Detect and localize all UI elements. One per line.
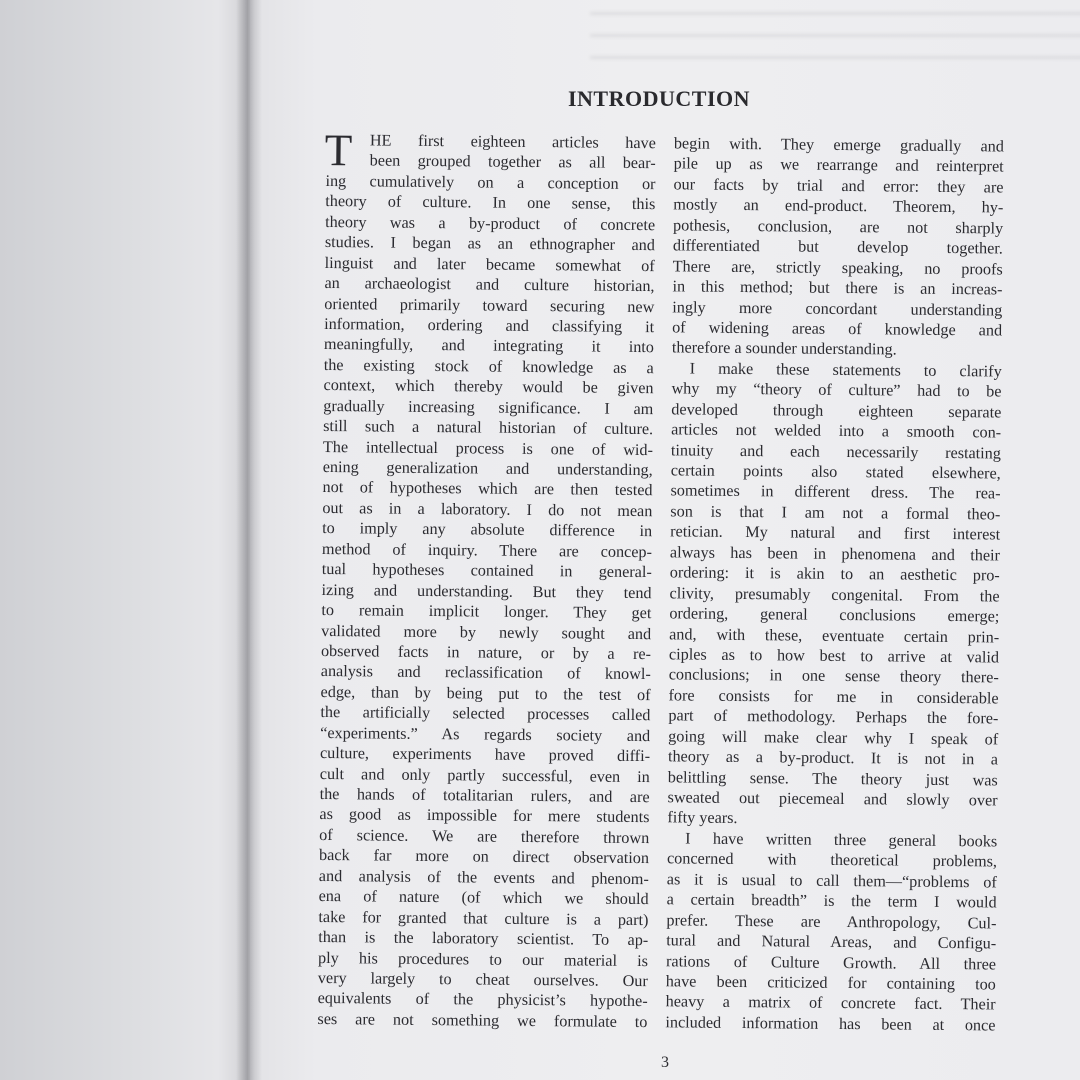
- text-line: of science. We are therefore thrown: [319, 825, 650, 848]
- text-line: therefore a sounder understanding.: [671, 338, 897, 359]
- text-line: HE first eighteen articles have: [369, 131, 656, 153]
- text-line: ses are not something we formulate to: [317, 1009, 648, 1031]
- text-line: izing and understanding. But they tend: [321, 580, 652, 602]
- text-line: culture, experiments have proved diffi-: [319, 744, 651, 766]
- text-line: conclusions; in one sense theory there-: [668, 665, 999, 687]
- text-line: been grouped together as all bear-: [369, 151, 656, 173]
- text-line: why my “theory of culture” had to be: [671, 379, 1002, 401]
- text-line: sometimes in different dress. The rea-: [670, 481, 1001, 503]
- text-line: and, with these, eventuate certain prin-: [669, 624, 1000, 646]
- text-line: heavy a matrix of concrete fact. Their: [665, 992, 996, 1014]
- text-line: information, ordering and classifying it: [324, 314, 655, 337]
- text-line: take for granted that culture is a part): [318, 907, 649, 929]
- text-line: pothesis, conclusion, are not sharply: [673, 216, 1004, 238]
- text-line: theory as a by-product. It is not in a: [667, 747, 999, 769]
- text-line: ply his procedures to our material is: [317, 948, 649, 970]
- text-line: ciples as to how best to arrive at valid: [668, 645, 1000, 667]
- text-line: of widening areas of knowledge and: [672, 318, 1003, 340]
- text-line: “experiments.” As regards society and: [320, 723, 651, 745]
- text-line: as good as impossible for mere students: [319, 805, 650, 827]
- text-line: have been criticized for containing too: [665, 972, 996, 994]
- text-line: theory was a by-product of concrete: [325, 212, 656, 234]
- text-line: theory of culture. In one sense, this: [325, 192, 656, 214]
- text-line: method of inquiry. There are concep-: [321, 539, 653, 561]
- text-line: meaningfully, and integrating it into: [323, 335, 655, 357]
- text-line: back far more on direct observation: [318, 846, 650, 868]
- text-line: I make these statements to clarify: [689, 359, 1002, 381]
- text-line: in this method; but there is an increas-: [672, 277, 1003, 299]
- text-line: tual hypotheses contained in general-: [321, 560, 652, 582]
- show-through-text: [590, 0, 1080, 70]
- text-line: developed through eighteen separate: [671, 400, 1002, 422]
- text-line: rations of Culture Growth. All three: [665, 951, 997, 973]
- text-line: very largely to cheat ourselves. Our: [317, 968, 648, 991]
- text-line: belittling sense. The theory just was: [667, 767, 998, 790]
- text-line: out as in a laboratory. I do not mean: [322, 498, 653, 521]
- text-line: ordering: it is akin to an aesthetic pro-: [669, 563, 1000, 585]
- text-line: ing cumulatively on a conception or: [325, 171, 656, 194]
- text-line: an archaeologist and culture historian,: [324, 274, 655, 296]
- text-line: to remain implicit longer. They get: [321, 601, 652, 623]
- text-line: always has been in phenomena and their: [669, 543, 1001, 565]
- text-line: ena of nature (of which we should: [318, 887, 649, 909]
- text-line: going will make clear why I speak of: [668, 727, 999, 749]
- text-line: son is that I am not a formal theo-: [670, 502, 1001, 524]
- text-line: equivalents of the physicist’s hypothe-: [317, 989, 648, 1011]
- text-line: a certain breadth” is the term I would: [666, 890, 997, 912]
- text-line: concerned with theoretical problems,: [666, 849, 998, 871]
- text-line: validated more by newly sought and: [321, 621, 652, 643]
- text-line: tinuity and each necessarily restating: [670, 440, 1002, 463]
- text-line: the existing stock of knowledge as a: [323, 355, 654, 377]
- text-line: observed facts in nature, or by a re-: [320, 641, 652, 664]
- text-line: gradually increasing significance. I am: [323, 396, 654, 418]
- page-number: 3: [661, 1054, 669, 1071]
- text-line: certain points also stated elsewhere,: [670, 461, 1001, 483]
- text-line: retician. My natural and first interest: [670, 522, 1001, 544]
- text-line: still such a natural historian of culture.: [323, 417, 654, 439]
- text-line: articles not welded into a smooth con-: [671, 420, 1002, 442]
- text-line: The intellectual process is one of wid-: [322, 437, 654, 459]
- text-line: clivity, presumably congenital. From the: [669, 583, 1000, 606]
- text-line: sweated out piecemeal and slowly over: [667, 788, 998, 810]
- text-line: I have written three general books: [685, 829, 998, 851]
- text-line: ening generalization and understanding,: [322, 457, 653, 480]
- text-line: oriented primarily toward securing new: [324, 294, 655, 316]
- text-line: mostly an end-product. Theorem, hy-: [673, 195, 1004, 217]
- text-line: and analysis of the events and phenom-: [318, 866, 649, 888]
- facing-page: [0, 0, 248, 1080]
- text-line: studies. I began as an ethnographer and: [324, 233, 655, 255]
- text-line: There are, strictly speaking, no proofs: [672, 256, 1003, 279]
- drop-cap: T: [324, 124, 353, 176]
- book-gutter: [236, 0, 262, 1080]
- text-line: prefer. These are Anthropology, Cul-: [666, 910, 997, 933]
- text-line: included information has been at once: [665, 1013, 996, 1035]
- text-line: not of hypotheses which are then tested: [322, 478, 653, 500]
- text-line: the artificially selected processes called: [320, 703, 651, 725]
- text-line: tural and Natural Areas, and Configu-: [666, 931, 997, 953]
- text-line: begin with. They emerge gradually and: [673, 134, 1004, 156]
- right-column: [665, 133, 1004, 1035]
- text-line: fifty years.: [667, 808, 738, 828]
- body-text: [317, 124, 1004, 1052]
- text-line: differentiated but develop together.: [672, 236, 1003, 258]
- page-heading: INTRODUCTION: [567, 86, 751, 111]
- text-line: as it is usual to call them—“problems of: [666, 870, 997, 892]
- left-column: [317, 124, 656, 1032]
- text-line: analysis and reclassification of knowl-: [320, 662, 651, 684]
- text-line: part of methodology. Perhaps the fore-: [668, 706, 999, 728]
- text-line: context, which thereby would be given: [323, 376, 654, 398]
- text-line: pile up as we rearrange and reinterpret: [673, 154, 1004, 176]
- text-line: edge, than by being put to the test of: [320, 682, 651, 704]
- text-line: fore consists for me in considerable: [668, 686, 999, 708]
- text-line: than is the laboratory scientist. To ap-: [318, 928, 649, 950]
- text-line: cult and only partly successful, even in: [319, 764, 650, 786]
- text-line: to imply any absolute difference in: [322, 519, 653, 541]
- text-line: the hands of totalitarian rulers, and are: [319, 784, 650, 807]
- text-line: linguist and later became somewhat of: [324, 253, 655, 275]
- text-line: ordering, general conclusions emerge;: [669, 604, 1000, 626]
- text-line: ingly more concordant understanding: [672, 297, 1003, 319]
- text-line: our facts by trial and error: they are: [673, 175, 1004, 197]
